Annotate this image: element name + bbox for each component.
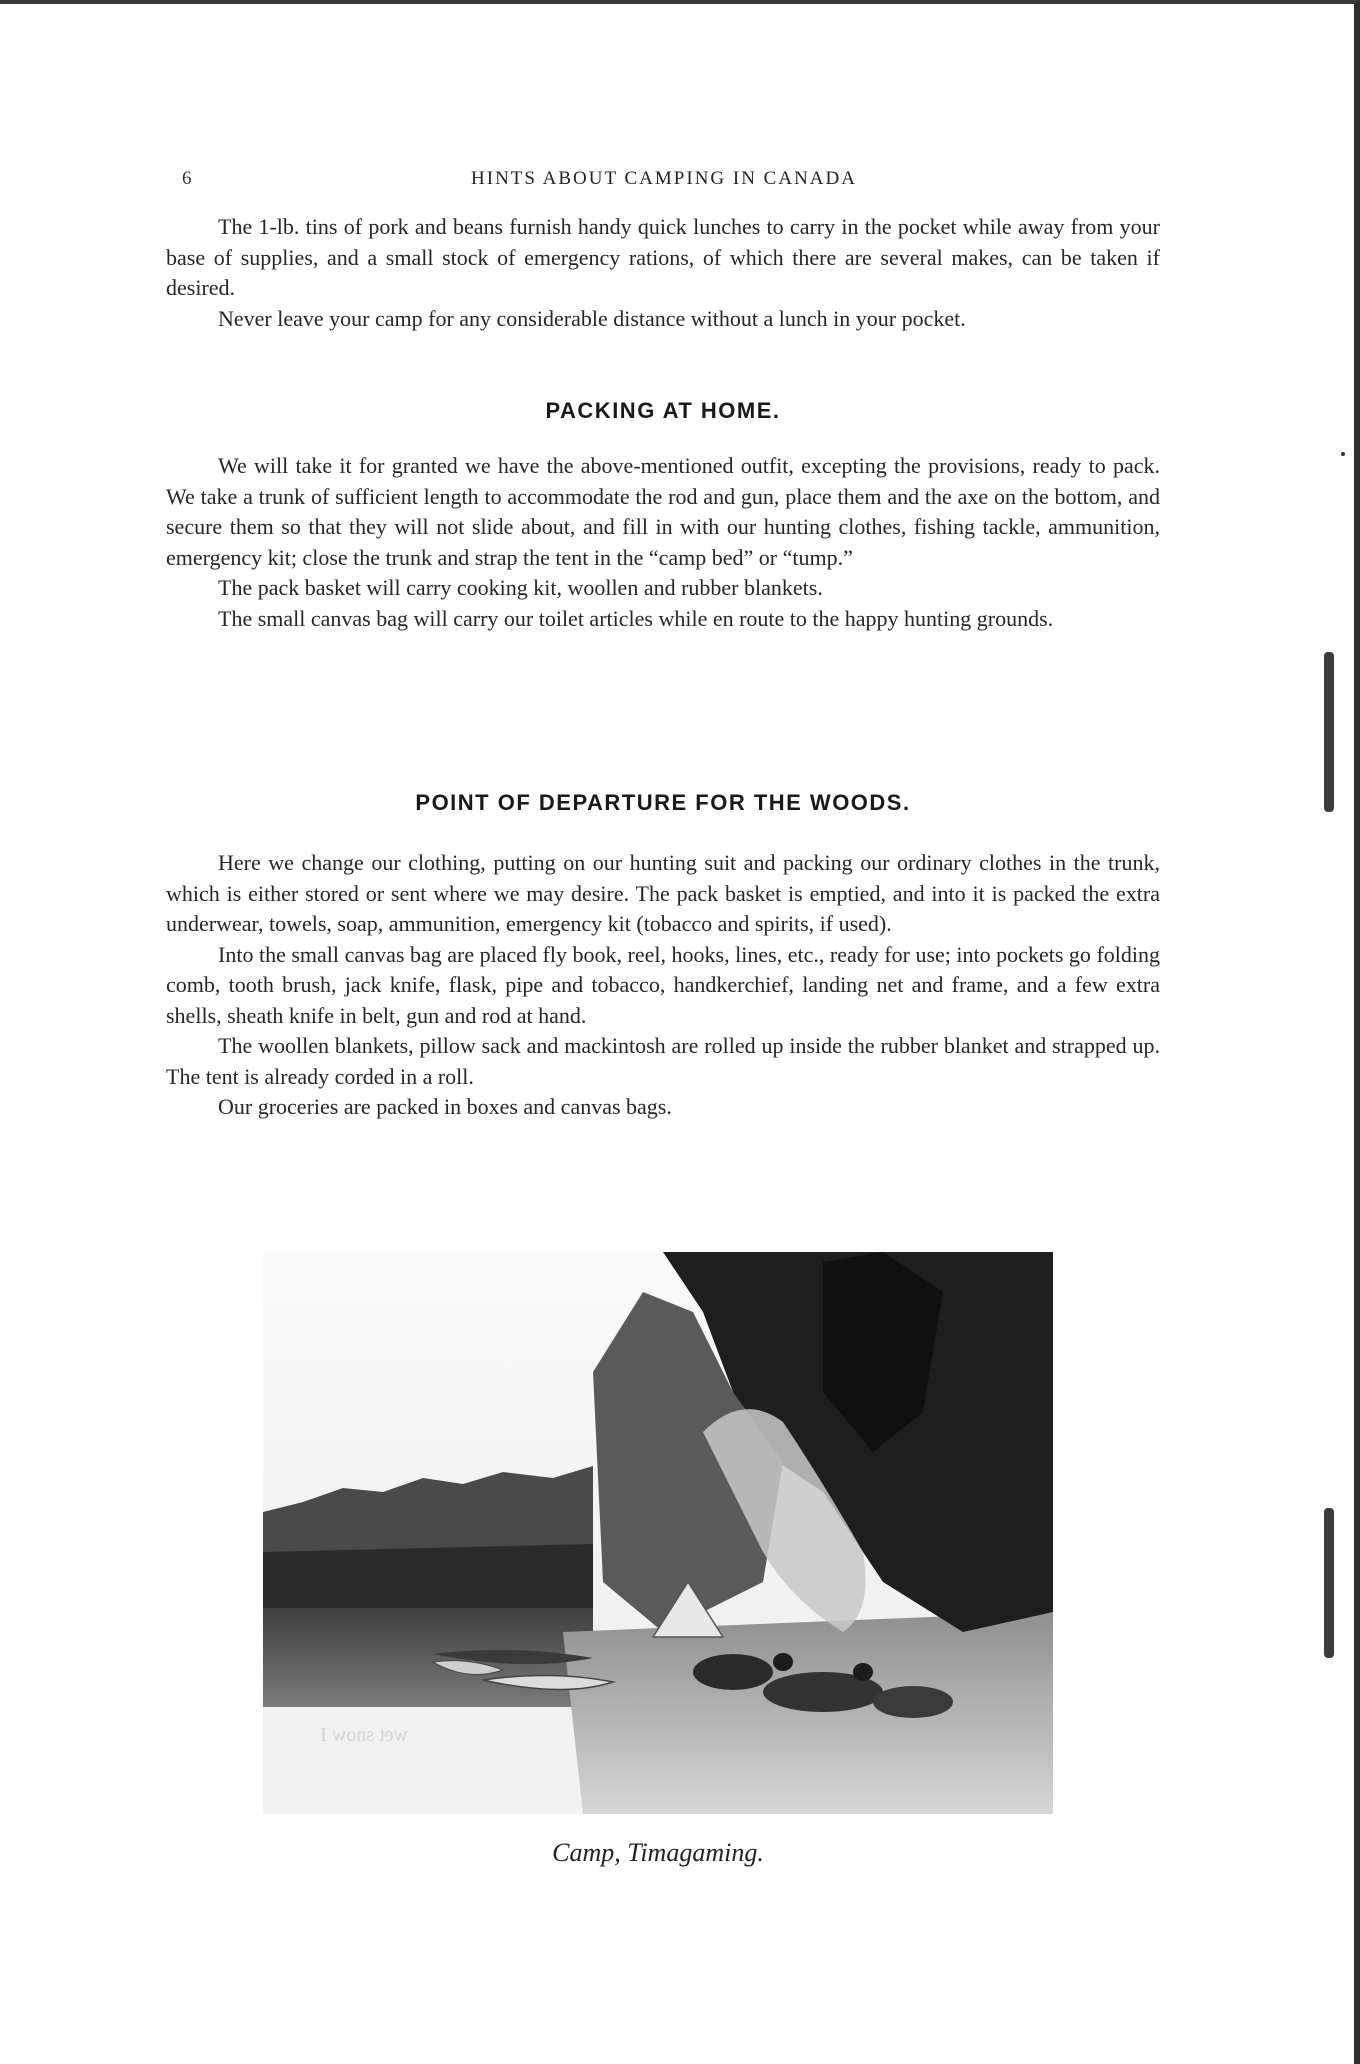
paragraph: Here we change our clothing, putting on our hunting suit and packing our ordinary clothes in the trunk, which is either stored or sent where we may desire. The pack basket is emptied, and into it is packed the extra underwear, towels, soap, ammunition, emergency kit (tobacco and spirits, if used).: [166, 850, 1160, 936]
page-header: [168, 166, 1160, 196]
paragraph: Into the small canvas bag are placed fly book, reel, hooks, lines, etc., ready for use; into pockets go folding comb, tooth brush, jack knife, flask, pipe and tobacco, handkerchief, landing net and frame, and a few extra shells, sheath knife in belt, gun and rod at hand.: [166, 941, 1160, 1028]
departure-text: [166, 848, 1160, 1123]
running-head: HINTS ABOUT CAMPING IN CANADA: [471, 168, 857, 189]
packing-text: [166, 451, 1160, 634]
page-number: 6: [182, 168, 192, 189]
paragraph: Never leave your camp for any considerable distance without a lunch in your pocket.: [218, 305, 966, 331]
paragraph: The pack basket will carry cooking kit, woollen and rubber blankets.: [218, 575, 823, 600]
paragraph: Our groceries are packed in boxes and canvas bags.: [218, 1094, 672, 1119]
bleed-through-text: wet snow I: [320, 1724, 408, 1746]
figure-caption: Camp, Timagaming.: [552, 1838, 764, 1867]
binding-clip-bottom: [1324, 1508, 1334, 1658]
intro-text: [166, 212, 1160, 334]
scan-mark: [1341, 452, 1345, 456]
paragraph: We will take it for granted we have the above-mentioned outfit, excepting the provisions, ready to pack. We take a trunk of sufficient length to accommodate the rod and gun, place them and the axe on the bottom, and secure them so that they will not slide about, and fill in with our hunting clothes, fishing tackle, ammunition, emergency kit; close the trunk and strap the tent in the “camp bed” or “tump.”: [166, 453, 1160, 570]
section-heading-departure: POINT OF DEPARTURE FOR THE WOODS.: [415, 790, 911, 815]
paragraph: The 1-lb. tins of pork and beans furnish handy quick lunches to carry in the pocket while away from your base of supplies, and a small stock of emergency rations, of which there are several makes, can be taken if desired.: [166, 214, 1160, 300]
section-heading-packing: PACKING AT HOME.: [545, 398, 781, 423]
binding-clip-top: [1324, 652, 1334, 812]
paragraph: The small canvas bag will carry our toilet articles while en route to the happy hunting grounds.: [218, 605, 1054, 631]
paragraph: The woollen blankets, pillow sack and mackintosh are rolled up inside the rubber blanket and strapped up. The tent is already corded in a roll.: [166, 1033, 1160, 1089]
